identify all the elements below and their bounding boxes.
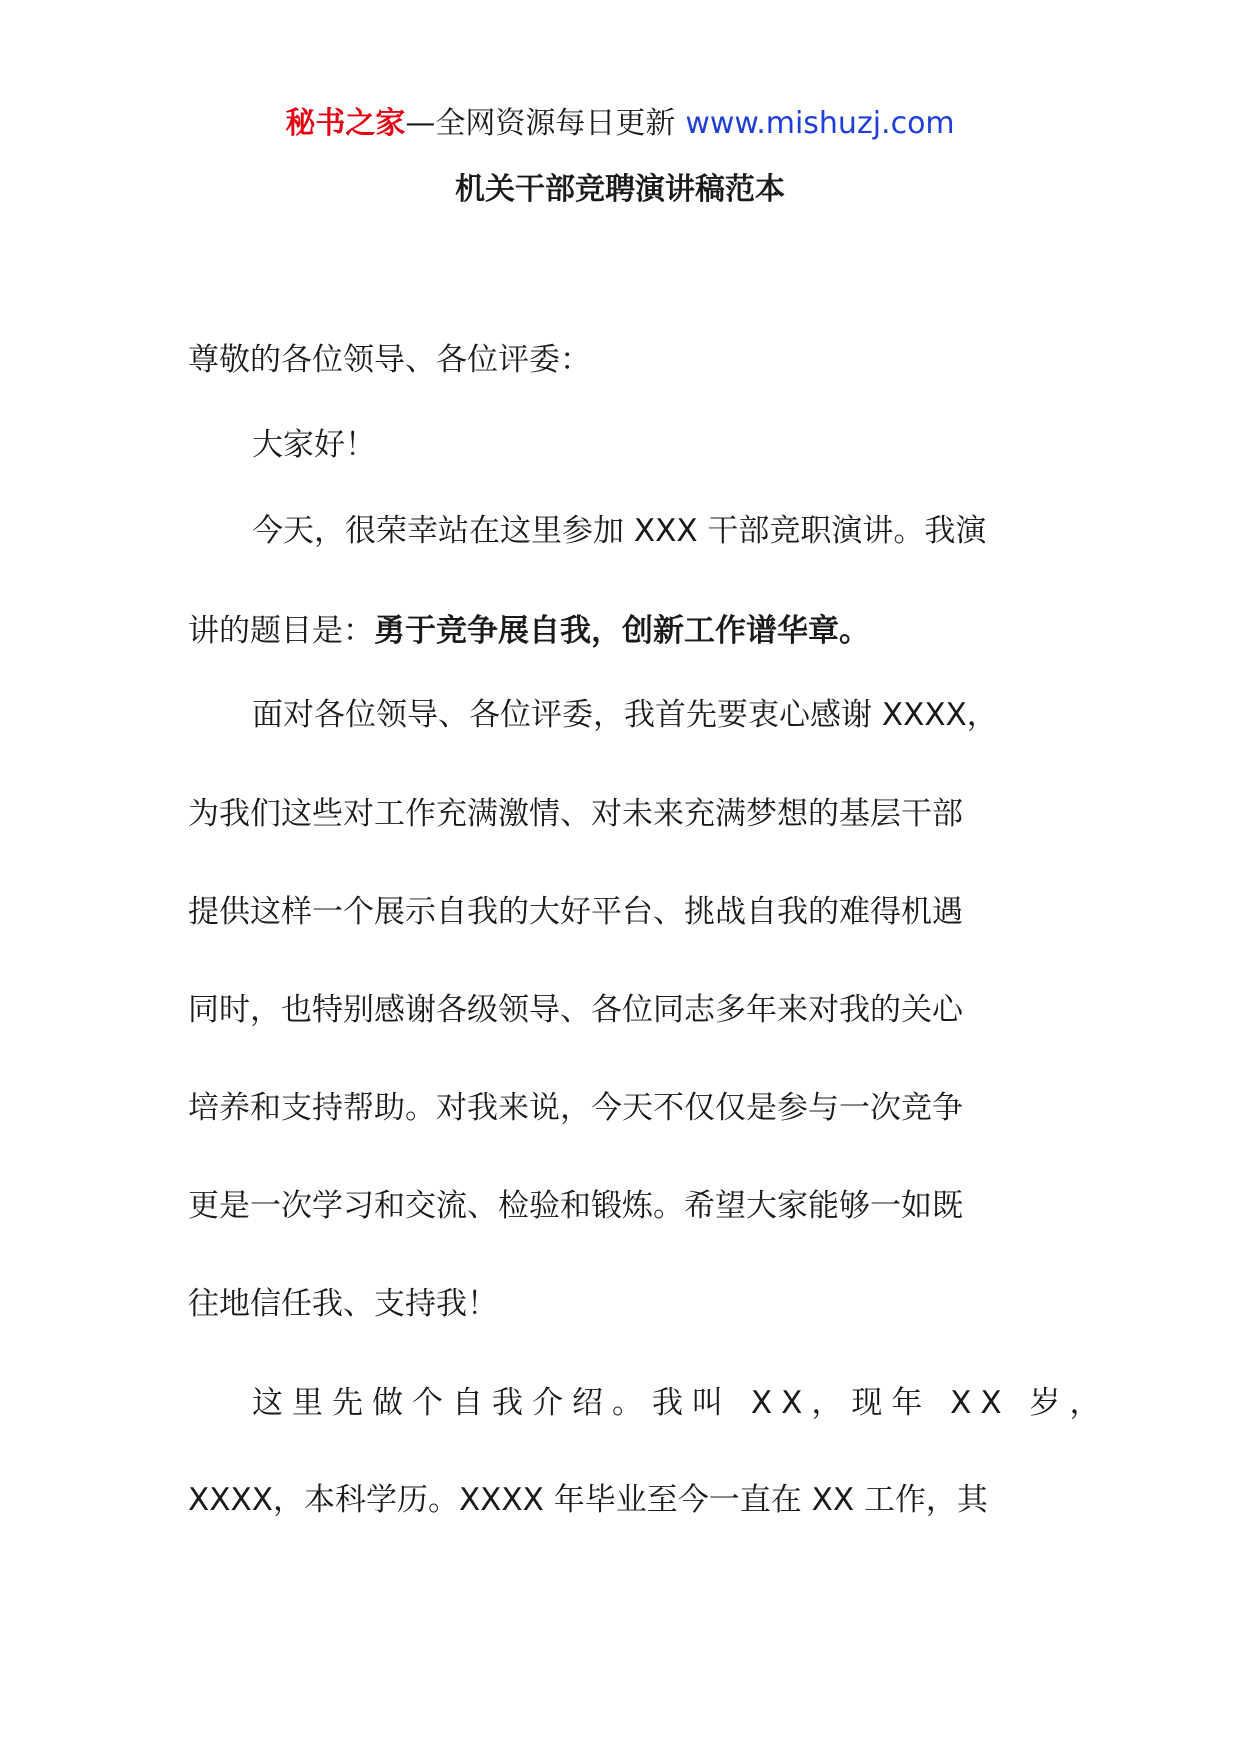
greeting: 大家好！ (252, 427, 376, 463)
speech-topic-line (188, 611, 870, 651)
salutation: 尊敬的各位领导、各位评委： (188, 342, 591, 378)
banner-slogan: —全网资源每日更新 (405, 106, 676, 141)
document-title: 机关干部竞聘演讲稿范本 (455, 172, 785, 207)
paragraph-line: 同时，也特别感谢各级领导、各位同志多年来对我的关心 (188, 992, 963, 1028)
brand-name: 秘书之家 (285, 106, 406, 141)
paragraph-line: 往地信任我、支持我！ (188, 1286, 498, 1322)
paragraph-line: 更是一次学习和交流、检验和锻炼。希望大家能够一如既 (188, 1188, 963, 1224)
paragraph-line: 面对各位领导、各位评委，我首先要衷心感谢 XXXX， (252, 697, 998, 733)
paragraph-line: 今天，很荣幸站在这里参加 XXX 干部竞职演讲。我演 (252, 513, 987, 549)
topic-label: 讲的题目是： (188, 613, 374, 649)
paragraph-line: 培养和支持帮助。对我来说，今天不仅仅是参与一次竞争 (188, 1090, 963, 1126)
paragraph-line: 提供这样一个展示自我的大好平台、挑战自我的难得机遇 (188, 894, 963, 930)
paragraph-line: XXXX，本科学历。XXXX 年毕业至今一直在 XX 工作，其 (188, 1482, 988, 1518)
site-url-link[interactable]: www.mishuzj.com (685, 106, 955, 141)
site-banner (0, 104, 1240, 144)
speech-topic: 勇于竞争展自我，创新工作谱华章。 (374, 613, 870, 649)
paragraph-line: 为我们这些对工作充满激情、对未来充满梦想的基层干部 (188, 796, 963, 832)
paragraph-line: 这里先做个自我介绍。我叫 XX，现年 XX 岁， (252, 1385, 1110, 1421)
